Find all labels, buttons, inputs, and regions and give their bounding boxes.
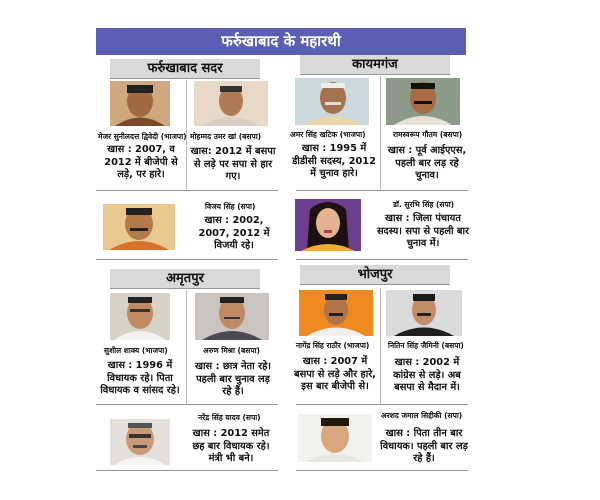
section-amritpur: अमृतपुर bbox=[110, 269, 260, 289]
candidate-description: खास : 2007 में बसपा से लड़े और हारे, इस बार बीजेपी से। bbox=[294, 356, 376, 392]
section-bhojpur: भोजपुर bbox=[300, 265, 450, 285]
divider bbox=[96, 470, 278, 471]
candidate-name: नरेंद्र सिंह यादव (सपा) bbox=[198, 413, 261, 422]
divider bbox=[96, 190, 278, 191]
candidate-photo bbox=[195, 293, 269, 340]
candidate-photo bbox=[386, 290, 462, 336]
section-farrukhabad: फर्रुखाबाद सदर bbox=[110, 59, 260, 79]
candidate-name: अरुण मिश्रा (बसपा) bbox=[203, 346, 260, 355]
candidate-photo bbox=[299, 290, 373, 336]
candidate-description: खास : 2002 में कांग्रेस से लड़े। अब बसपा से मैदान में। bbox=[393, 357, 461, 393]
divider bbox=[296, 404, 468, 405]
candidate-description: खास : जिला पंचायत सदस्य। सपा से पहली बार चुनाव में। bbox=[376, 213, 470, 249]
divider bbox=[186, 290, 187, 404]
divider bbox=[96, 259, 278, 260]
candidate-name: डॉ. सुरभि सिंह (सपा) bbox=[393, 200, 455, 209]
candidate-photo bbox=[386, 78, 460, 125]
candidate-description: खास: 2012 में बसपा से लड़े पर सपा से हार गए। bbox=[190, 146, 276, 182]
candidate-description: खास : छात्र नेता रहे। पहली बार चुनाव लड़ रहे हैं। bbox=[194, 361, 272, 397]
section-kaimganj: कायमगंज bbox=[300, 55, 450, 75]
candidate-name: अमर सिंह खटिक (भाजपा) bbox=[290, 130, 366, 139]
candidate-description: खास : पिता तीन बार विधायक। पहली बार लड़ रहे हैं। bbox=[380, 428, 468, 464]
page-title: फर्रुखाबाद के महारथी bbox=[96, 28, 466, 55]
candidate-name: सुशील शाक्य (भाजपा) bbox=[104, 346, 168, 355]
candidate-photo bbox=[103, 204, 175, 250]
candidate-description: खास : 2012 समेत छह बार विधायक रहे। मंत्री भी बने। bbox=[192, 428, 270, 464]
candidate-name: मोहम्मद उमर खां (बसपा) bbox=[190, 132, 262, 141]
candidate-photo bbox=[110, 419, 170, 465]
divider bbox=[380, 76, 381, 190]
candidate-photo bbox=[194, 81, 268, 126]
candidate-name: विजय सिंह (सपा) bbox=[205, 202, 256, 211]
candidate-description: खास : पूर्व आईएएस, पहली बार लड़ रहे चुनाव। bbox=[387, 145, 467, 181]
candidate-photo bbox=[298, 414, 372, 462]
candidate-photo bbox=[295, 78, 369, 125]
divider bbox=[296, 259, 468, 260]
candidate-photo bbox=[295, 199, 361, 251]
candidate-description: खास : 1995 में डीडीसी सदस्य, 2012 में चुनाव हारे। bbox=[292, 143, 376, 179]
divider bbox=[296, 470, 468, 471]
divider bbox=[296, 190, 468, 191]
candidate-photo bbox=[110, 293, 170, 340]
divider bbox=[96, 404, 278, 405]
candidate-name: नितिन सिंह जैमिनी (बसपा) bbox=[388, 341, 464, 350]
candidate-description: खास : 1996 में विधायक रहे। पिता विधायक व सांसद रहे। bbox=[100, 360, 180, 396]
candidate-description: खास : 2007, व 2012 में बीजेपी से लड़े, पर हारे। bbox=[104, 144, 178, 180]
divider bbox=[380, 288, 381, 404]
candidate-name: अरशद जमाल सिद्दीकी (सपा) bbox=[381, 411, 463, 420]
candidate-name: रामस्वरूप गौतम (बसपा) bbox=[393, 130, 463, 139]
candidate-name: मेजर सुनीलदत्त द्विवेदी (भाजपा) bbox=[98, 132, 187, 141]
candidate-photo bbox=[110, 81, 170, 126]
candidate-name: नागेंद्र सिंह राठौर (भाजपा) bbox=[296, 341, 370, 350]
candidate-description: खास : 2002, 2007, 2012 में विजयी रहे। bbox=[198, 215, 270, 251]
